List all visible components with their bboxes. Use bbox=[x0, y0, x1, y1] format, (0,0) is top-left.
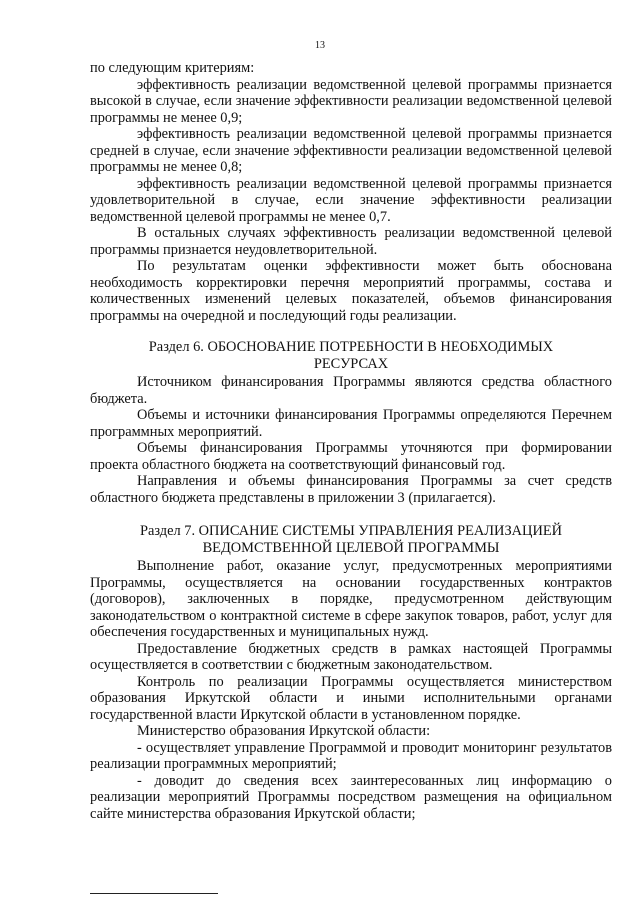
paragraph: эффективность реализации ведомственной целевой программы признается средней в случае, если значение эффективности реализации ведомственной целевой программы не менее 0,8; bbox=[90, 126, 612, 175]
section-6-heading-line-1: Раздел 6. ОБОСНОВАНИЕ ПОТРЕБНОСТИ В НЕОБХОДИМЫХ bbox=[148, 339, 554, 355]
paragraph: Объемы финансирования Программы уточняются при формировании проекта областного бюджета на соответствующий финансовый год. bbox=[90, 440, 612, 473]
footnote-divider bbox=[90, 893, 218, 894]
page-number: 13 bbox=[315, 40, 325, 51]
document-body bbox=[90, 60, 612, 822]
section-7-heading-line-1: Раздел 7. ОПИСАНИЕ СИСТЕМЫ УПРАВЛЕНИЯ РЕАЛИЗАЦИЕЙ bbox=[139, 523, 563, 539]
section-7-heading-line-2: ВЕДОМСТВЕННОЙ ЦЕЛЕВОЙ ПРОГРАММЫ bbox=[202, 539, 500, 556]
paragraph: Источником финансирования Программы являются средства областного бюджета. bbox=[90, 374, 612, 407]
paragraph: Контроль по реализации Программы осуществляется министерством образования Иркутской области и иными исполнительными органами государственной власти Иркутской области в установленном порядке. bbox=[90, 673, 612, 723]
paragraph: По результатам оценки эффективности может быть обоснована необходимость корректировки перечня мероприятий программы, состава и количественных изменений целевых показателей, объемов финансирования программы на очередной и последующий годы реализации. bbox=[90, 258, 612, 324]
paragraph: эффективность реализации ведомственной целевой программы признается высокой в случае, если значение эффективности реализации ведомственной целевой программы не менее 0,9; bbox=[90, 76, 612, 126]
paragraph: Направления и объемы финансирования Программы за счет средств областного бюджета представлены в приложении 3 (прилагается). bbox=[90, 473, 612, 506]
section-6-heading bbox=[90, 339, 612, 372]
list-item: - осуществляет управление Программой и проводит мониторинг результатов реализации программных мероприятий; bbox=[90, 739, 612, 772]
section-6-heading-line-2: РЕСУРСАХ bbox=[313, 355, 389, 372]
paragraph: Министерство образования Иркутской области: bbox=[137, 723, 431, 739]
section-7-heading bbox=[90, 523, 612, 556]
paragraph: Объемы и источники финансирования Программы определяются Перечнем программных мероприятий. bbox=[90, 407, 612, 440]
paragraph: Выполнение работ, оказание услуг, предусмотренных мероприятиями Программы, осуществляется на основании государственных контрактов (договоров), заключенных в порядке, предусмотренном действующим законодательством о контрактной системе в сфере закупок товаров, работ, услуг для обеспечения государственных и муниципальных нужд. bbox=[90, 558, 612, 640]
list-item: - доводит до сведения всех заинтересованных лиц информацию о реализации мероприятий Программы посредством размещения на официальном сайте министерства образования Иркутской области; bbox=[90, 772, 612, 822]
paragraph: эффективность реализации ведомственной целевой программы признается удовлетворительной в случае, если значение эффективности реализации ведомственной целевой программы не менее 0,7. bbox=[90, 175, 612, 225]
paragraph: по следующим критериям: bbox=[90, 60, 255, 76]
paragraph: В остальных случаях эффективность реализации ведомственной целевой программы признается неудовлетворительной. bbox=[90, 225, 612, 258]
paragraph: Предоставление бюджетных средств в рамках настоящей Программы осуществляется в соответствии с бюджетным законодательством. bbox=[90, 640, 612, 673]
